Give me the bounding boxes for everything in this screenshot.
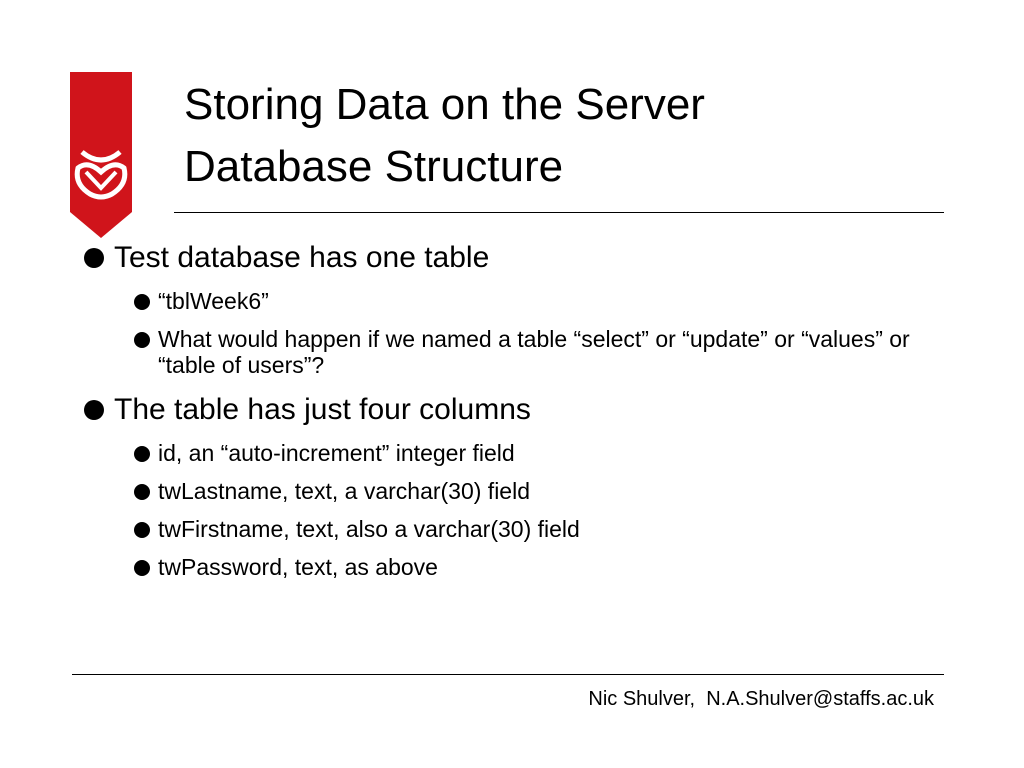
bullet-text: The table has just four columns [114, 393, 531, 426]
title-line-1: Storing Data on the Server [184, 80, 705, 129]
title-divider [174, 212, 944, 213]
bullet-level-2 [134, 288, 964, 314]
slide-title [184, 74, 705, 198]
bullet-icon [134, 522, 150, 538]
bullet-level-2 [134, 440, 964, 466]
bullet-icon [134, 560, 150, 576]
footer-credit: Nic Shulver, N.A.Shulver@staffs.ac.uk [588, 688, 934, 710]
bullet-level-2 [134, 554, 964, 580]
bullet-icon [84, 400, 104, 420]
bullet-level-1 [84, 390, 964, 430]
bullet-level-2 [134, 478, 964, 504]
title-line-2: Database Structure [184, 142, 564, 191]
bullet-text: twLastname, text, a varchar(30) field [158, 478, 530, 504]
bullet-text: What would happen if we named a table “select” or “update” or “values” or “table of users”? [158, 326, 910, 378]
university-logo-icon [68, 72, 134, 238]
bullet-level-2 [134, 516, 964, 542]
bullet-text: twPassword, text, as above [158, 554, 438, 580]
bullet-icon [134, 332, 150, 348]
bullet-text: “tblWeek6” [158, 288, 269, 314]
bullet-list [84, 238, 964, 592]
bullet-icon [134, 446, 150, 462]
bullet-level-1 [84, 238, 964, 278]
bullet-level-2 [134, 326, 938, 378]
bullet-text: id, an “auto-increment” integer field [158, 440, 515, 466]
bullet-icon [84, 248, 104, 268]
bullet-text: Test database has one table [114, 241, 490, 274]
bullet-icon [134, 294, 150, 310]
bullet-text: twFirstname, text, also a varchar(30) field [158, 516, 580, 542]
footer-divider [72, 674, 944, 675]
bullet-icon [134, 484, 150, 500]
